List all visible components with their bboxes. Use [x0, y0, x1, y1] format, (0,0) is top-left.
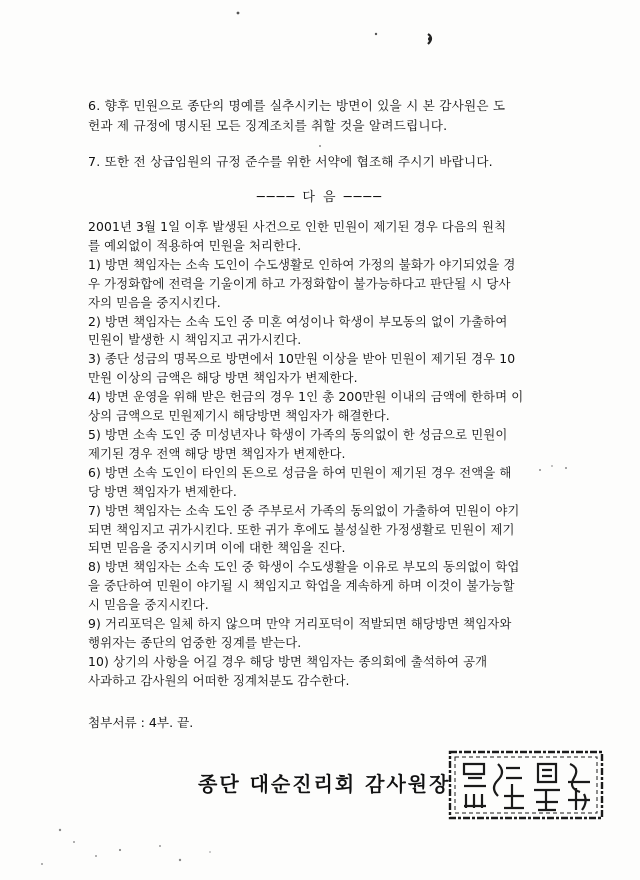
body-line: 3) 종단 성금의 명목으로 방면에서 10만원 이상을 받아 민원이 제기된 경우 10	[88, 351, 516, 367]
body-line: 5) 방면 소속 도인 중 미성년자나 학생이 가족의 동의없이 한 성금으로 민원이	[88, 426, 508, 442]
body-line: 자의 믿음을 중지시킨다.	[88, 294, 221, 310]
item-6-line-2: 헌과 제 규정에 명시된 모든 징계조치를 취할 것을 알려드립니다.	[88, 118, 448, 133]
section-heading: ──── 다 음 ────	[256, 190, 384, 205]
body-line: 9) 거리포덕은 일체 하지 않으며 만약 거리포덕이 적발되면 해당방면 책임자와	[88, 616, 512, 632]
item-6-line-1: 6. 향후 민원으로 종단의 명예를 실추시키는 방면이 있을 시 본 감사원은 도	[88, 98, 506, 113]
body-line: 8) 방면 책임자는 소속 도인 중 학생이 수도생활을 이유로 부모의 동의없이 학업	[88, 559, 520, 575]
body-line: 제기된 경우 전액 해당 방면 책임자가 변제한다.	[88, 445, 346, 461]
body-line: 되면 책임지고 귀가시킨다. 또한 귀가 후에도 불성실한 가정생활로 민원이 제기	[88, 521, 515, 537]
official-seal-stamp	[446, 748, 606, 822]
signature-line: 종단 대순진리회 감사원장	[198, 772, 451, 796]
body-line: 4) 방면 운영을 위해 받은 헌금의 경우 1인 총 200만원 이내의 금액에 한하며 이	[88, 389, 524, 405]
item-7	[88, 152, 608, 172]
body-line: 되면 믿음을 중지시키며 이에 대한 책임을 진다.	[88, 540, 346, 556]
body-line: 을 중단하여 민원이 야기될 시 책임지고 학업을 계속하게 하며 이것이 불가능할	[88, 578, 515, 594]
attachment-note: 첨부서류 : 4부. 끝.	[88, 715, 194, 730]
body-line: 행위자는 종단의 엄중한 징계를 받는다.	[88, 634, 302, 650]
body-line: 우 가정화합에 전력을 기울이게 하고 가정화합이 불가능하다고 판단될 시 당사	[88, 275, 511, 291]
rules-body	[88, 218, 608, 691]
body-line: 6) 방면 소속 도인이 타인의 돈으로 성금을 하여 민원이 제기된 경우 전액을 해	[88, 464, 512, 480]
body-line: 사과하고 감사원의 어떠한 징계처분도 감수한다.	[88, 672, 350, 688]
body-line: 당 방면 책임자가 변제한다.	[88, 483, 237, 499]
body-line: 만원 이상의 금액은 해당 방면 책임자가 변제한다.	[88, 370, 358, 386]
body-line: 시 믿음을 중지시킨다.	[88, 597, 209, 613]
body-line: 상의 금액으로 민원제기시 해당방면 책임자가 해결한다.	[88, 408, 390, 424]
body-line: 1) 방면 책임자는 소속 도인이 수도생활로 인하여 가정의 불화가 야기되었을 경	[88, 256, 516, 272]
body-line: 2001년 3월 1일 이후 발생된 사건으로 인한 민원이 제기된 경우 다음의 원칙	[88, 219, 507, 234]
body-line: 7) 방면 책임자는 소속 도인 중 주부로서 가족의 동의없이 가출하여 민원이 야기	[88, 502, 520, 518]
body-line: 10) 상기의 사항을 어길 경우 해당 방면 책임자는 종의회에 출석하여 공개	[88, 653, 488, 669]
body-line: 2) 방면 책임자는 소속 도인 중 미혼 여성이나 학생이 부모동의 없이 가출하여	[88, 313, 508, 329]
body-line: 를 예외없이 적용하여 민원을 처리한다.	[88, 237, 302, 253]
item-7-line-1: 7. 또한 전 상급임원의 규정 준수를 위한 서약에 협조해 주시기 바랍니다.	[88, 154, 493, 169]
body-line: 민원이 발생한 시 책임지고 귀가시킨다.	[88, 332, 302, 348]
item-6	[88, 96, 608, 136]
